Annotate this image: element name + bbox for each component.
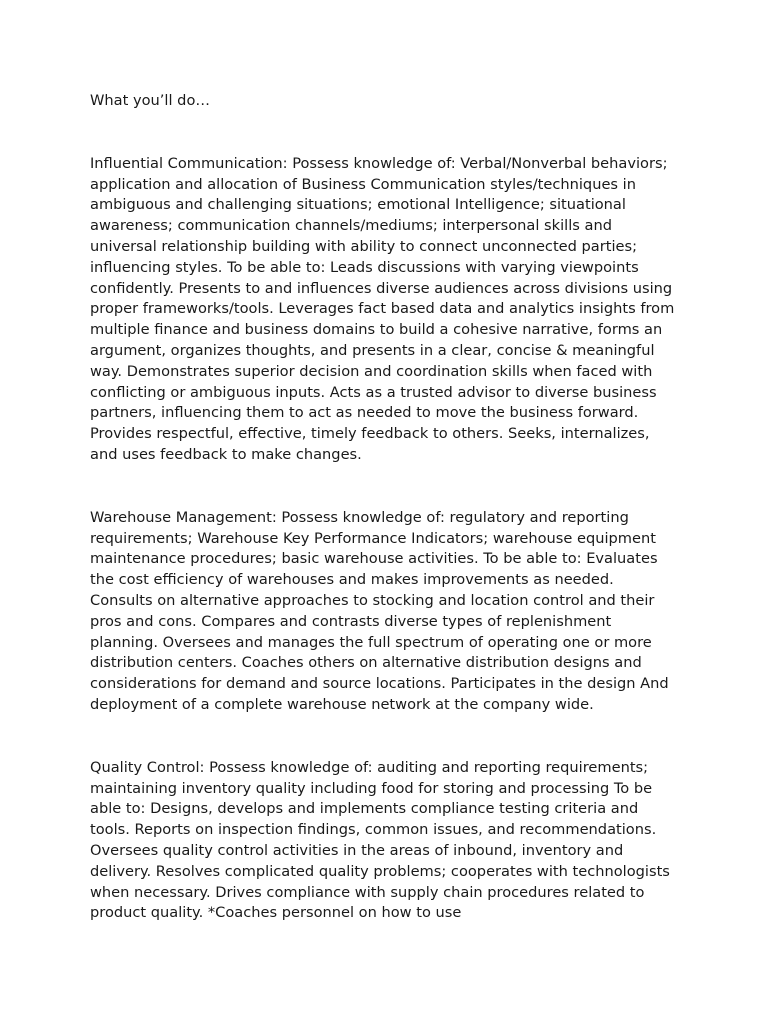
paragraph-quality-control: Quality Control: Possess knowledge of: auditing and reporting requirements; maintaining inventory quality including food for storing and processing To be able to: Designs, develops and implements compliance testing criteria and tools. Reports on inspection findings, common issues, and recommendations. Oversees quality control activities in the areas of inbound, inventory and delivery. Resolves complicated quality problems; cooperates with technologists when necessary. Drives compliance with supply chain procedures related to product quality. *Coaches personnel on how to use <box>90 758 670 922</box>
paragraph-warehouse-management: Warehouse Management: Possess knowledge of: regulatory and reporting requirements; Warehouse Key Performance Indicators; warehouse equipment maintenance procedures; basic warehouse activities. To be able to: Evaluates the cost efficiency of warehouses and makes improvements as needed. Consults on alternative approaches to stocking and location control and their pros and cons. Compares and contrasts diverse types of replenishment planning. Oversees and manages the full spectrum of operating one or more distribution centers. Coaches others on alternative distribution designs and considerations for demand and source locations. Participates in the design And deployment of a complete warehouse network at the company wide. <box>90 508 669 713</box>
document-page <box>90 91 680 966</box>
paragraph-influential-communication: Influential Communication: Possess knowledge of: Verbal/Nonverbal behaviors; application and allocation of Business Communication styles/techniques in ambiguous and challenging situations; emotional Intelligence; situational awareness; communication channels/mediums; interpersonal skills and universal relationship building with ability to connect unconnected parties; influencing styles. To be able to: Leads discussions with varying viewpoints confidently. Presents to and influences diverse audiences across divisions using proper frameworks/tools. Leverages fact based data and analytics insights from multiple finance and business domains to build a cohesive narrative, forms an argument, organizes thoughts, and presents in a clear, concise & meaningful way. Demonstrates superior decision and coordination skills when faced with conflicting or ambiguous inputs. Acts as a trusted advisor to diverse business partners, influencing them to act as needed to move the business forward. Provides respectful, effective, timely feedback to others. Seeks, internalizes, and uses feedback to make changes. <box>90 154 675 463</box>
section-heading: What you’ll do… <box>90 92 210 109</box>
